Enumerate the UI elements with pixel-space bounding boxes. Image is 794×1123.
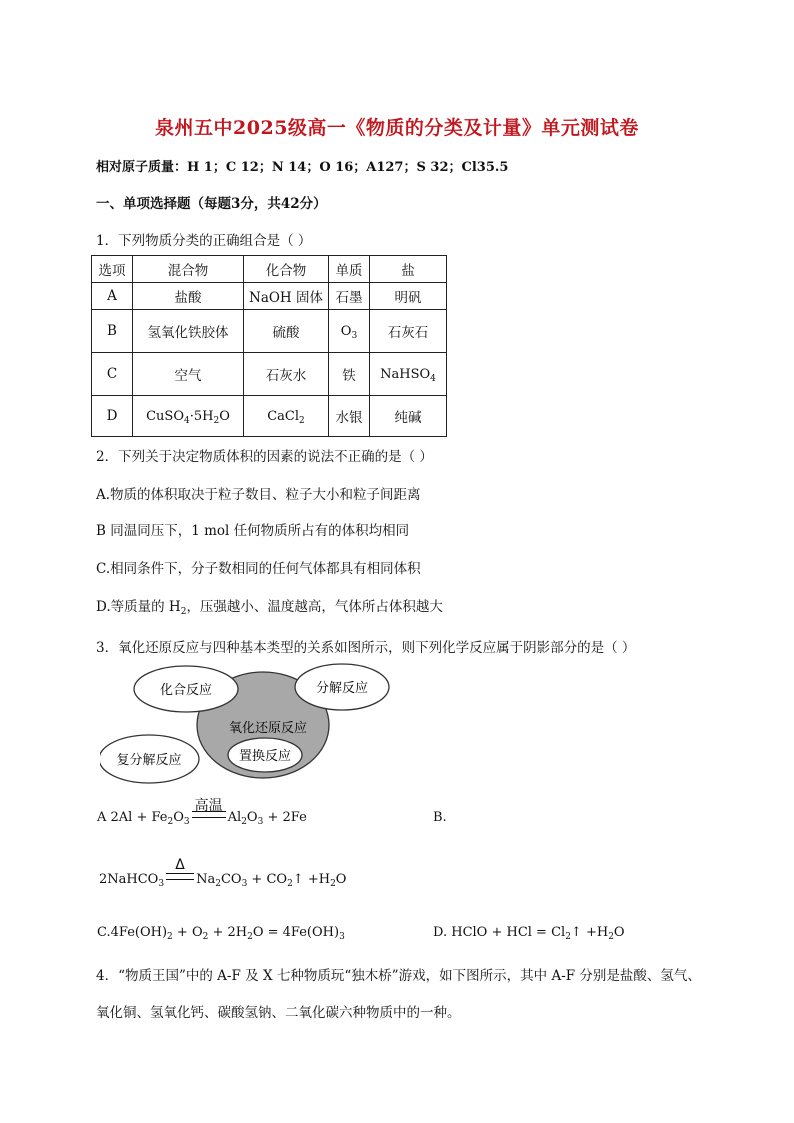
q3-option-d-label: D. (433, 925, 448, 940)
q2-option-d-suffix: ，压强越小、温度越高，气体所占体积越大 (186, 599, 443, 615)
q2-option-d-prefix: D.等质量的 H (96, 599, 181, 615)
table-cell: 铁 (329, 353, 370, 396)
table-cell: D (92, 396, 133, 437)
atomic-masses: 相对原子质量：H 1；C 12；N 14；O 16；A127；S 32；Cl35.5 (96, 160, 509, 175)
table-cell-formula: $CuSO_4\cdot 5H_2O$ (133, 396, 244, 437)
displacement-label: 置换反应 (238, 749, 292, 764)
table-cell-formula: NaHSO$_4$ (370, 353, 447, 396)
table-header: 化合物 (244, 256, 329, 283)
table-header: 盐 (370, 256, 447, 283)
table-row (92, 310, 447, 353)
table-cell: 明矾 (370, 283, 447, 310)
redox-label: 氧化还原反应 (228, 721, 308, 736)
table-header: 混合物 (133, 256, 244, 283)
q3-option-a-label: A (97, 810, 107, 825)
q2-option-b: B 同温同压下，1 mol 任何物质所占有的体积均相同 (96, 523, 410, 539)
q3-option-b: 2NaHCO$_3$ Δ $Na_2CO_3$ + $CO_2↑ +H_2O$ (99, 857, 347, 889)
q3-option-c-label: C. (97, 925, 111, 940)
table-header: 单质 (329, 256, 370, 283)
decomposition-label: 分解反应 (315, 681, 369, 696)
q2-option-d: D.等质量的 $H_2$，压强越小、温度越高，气体所占体积越大 (96, 599, 443, 617)
table-cell: 盐酸 (133, 283, 244, 310)
table-cell: 水银 (329, 396, 370, 437)
table-cell: 石灰水 (244, 353, 329, 396)
q1-stem: 1．下列物质分类的正确组合是（ ） (96, 233, 312, 249)
reaction-venn-diagram (100, 662, 400, 792)
double-displacement-label: 复分解反应 (116, 753, 182, 768)
table-cell-formula: CaCl$_2$ (244, 396, 329, 437)
table-cell-formula: $O_3$ (329, 310, 370, 353)
table-row (92, 396, 447, 437)
q3-option-d: D. HClO + HCl = $Cl_2↑ +H_2O$ (433, 925, 625, 942)
table-cell: NaOH 固体 (244, 283, 329, 310)
q3-option-b-label: B. (433, 810, 447, 825)
table-cell: C (92, 353, 133, 396)
q2-option-c: C.相同条件下，分子数相同的任何气体都具有相同体积 (96, 561, 421, 577)
q4-line1: 4．“物质王国”中的 A-F 及 X 七种物质玩“独木桥”游戏，如下图所示，其中 A-F 分别是盐酸、氢气、 (96, 968, 701, 984)
q3-option-c: $C.4Fe(OH)_2 + O_2 + 2H_2O = 4Fe(OH)_3$ (97, 925, 345, 942)
q3-stem: 3．氧化还原反应与四种基本类型的关系如图所示，则下列化学反应属于阴影部分的是（ ） (96, 640, 636, 656)
q3-option-a: A $2Al + Fe_2O_3$ 高温 $Al_2O_3 + 2Fe$ (97, 810, 307, 825)
table-cell: 石灰石 (370, 310, 447, 353)
table-cell: B (92, 310, 133, 353)
table-row (92, 283, 447, 310)
table-cell: 空气 (133, 353, 244, 396)
table-cell: A (92, 283, 133, 310)
page-title: 泉州五中2025级高一《物质的分类及计量》单元测试卷 (155, 117, 639, 139)
table-cell: 纯碱 (370, 396, 447, 437)
section-heading: 一、单项选择题（每题3分，共42分） (96, 196, 327, 212)
table-cell: 氢氧化铁胶体 (133, 310, 244, 353)
combination-label: 化合反应 (159, 683, 213, 698)
q2-option-a: A.物质的体积取决于粒子数目、粒子大小和粒子间距离 (96, 487, 421, 503)
table-header: 选项 (92, 256, 133, 283)
reaction-condition-high-temp: 高温 (194, 798, 223, 814)
table-row (92, 353, 447, 396)
q2-stem: 2．下列关于决定物质体积的因素的说法不正确的是（ ） (96, 449, 433, 465)
reaction-condition-heat: Δ (175, 857, 185, 873)
classification-table (91, 255, 447, 437)
table-cell: 石墨 (329, 283, 370, 310)
table-cell: 硫酸 (244, 310, 329, 353)
q4-line2: 氧化铜、氢氧化钙、碳酸氢钠、二氧化碳六种物质中的一种。 (96, 1005, 461, 1021)
